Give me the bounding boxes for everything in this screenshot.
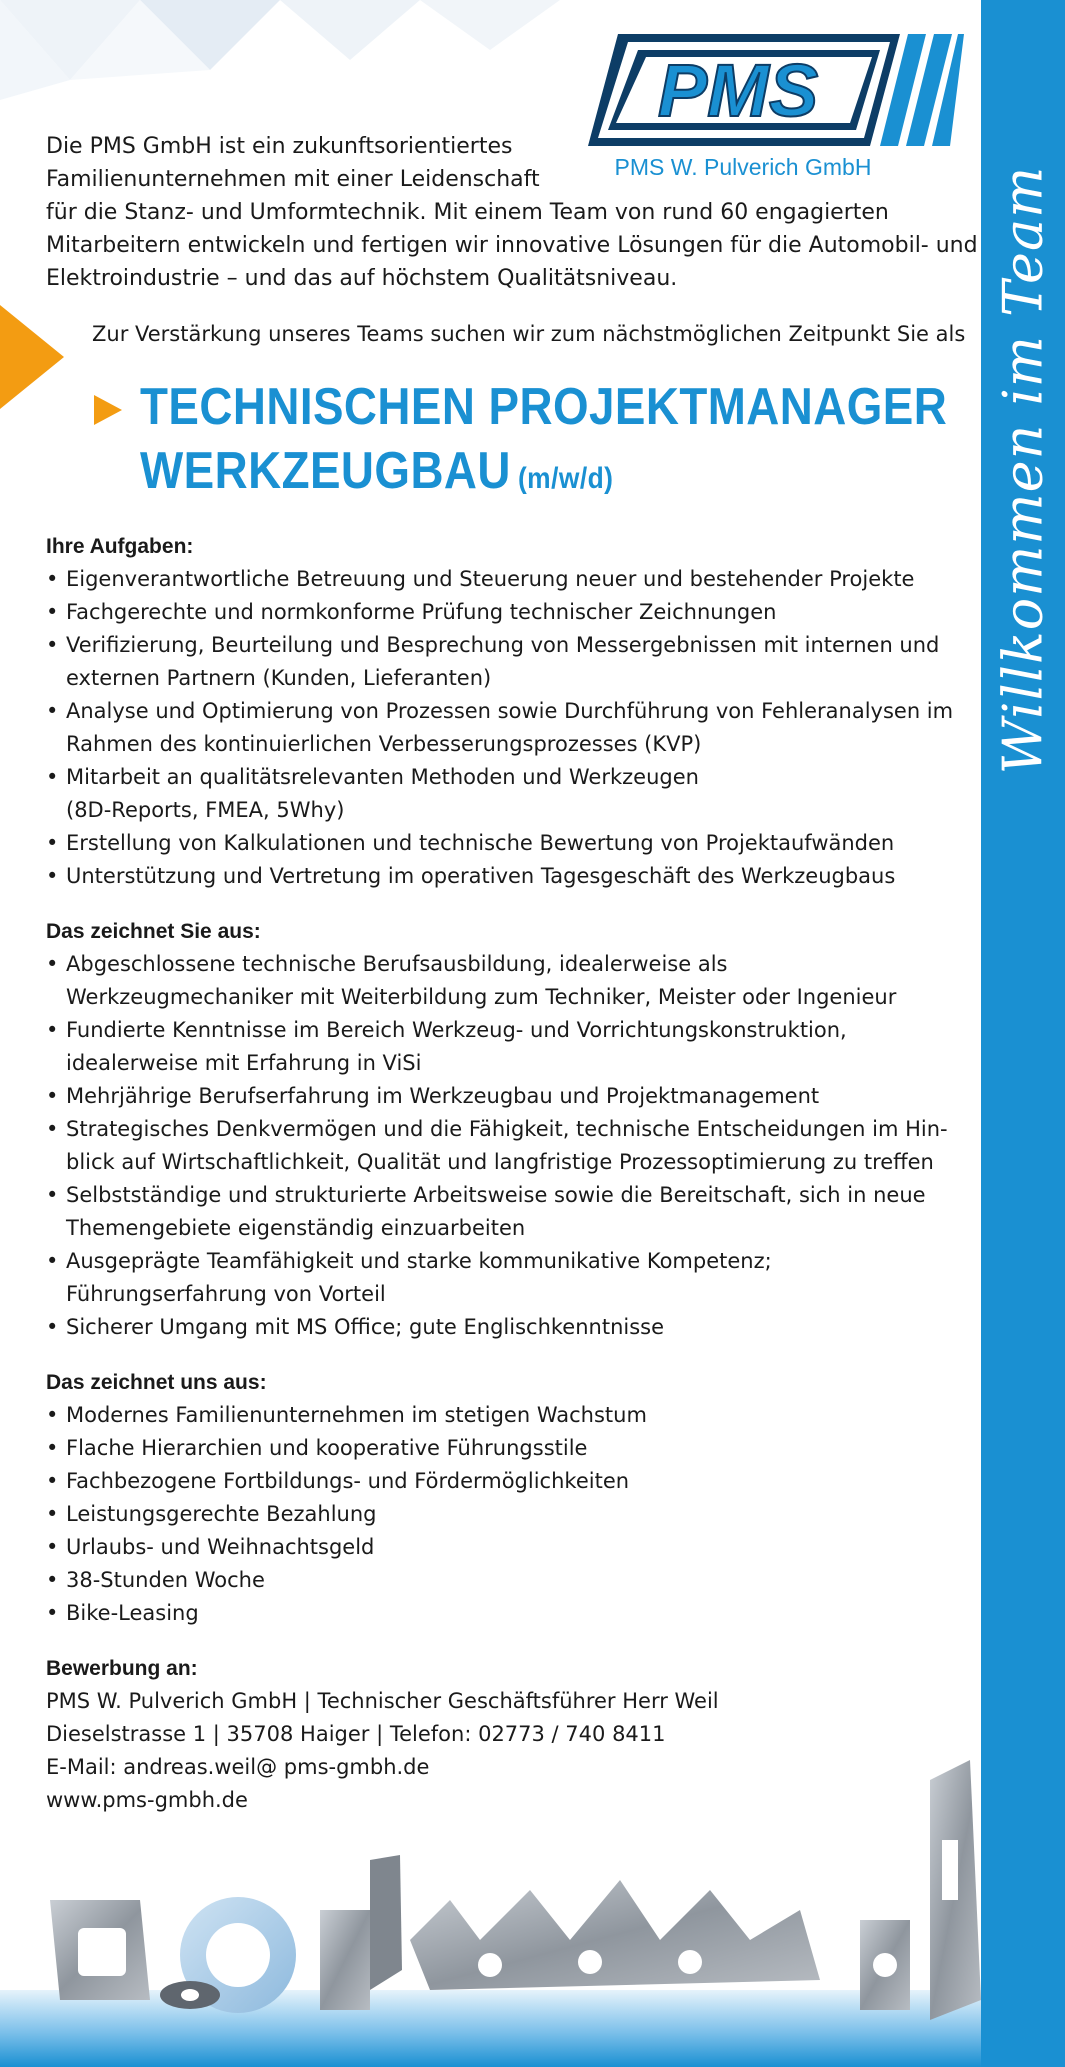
lead-text: Zur Verstärkung unseres Teams suchen wir zum nächstmöglichen Zeitpunkt Sie als (92, 322, 966, 346)
intro-line: Familienunternehmen mit einer Leidenschaft (46, 167, 540, 192)
list-item: • Sicherer Umgang mit MS Office; gute Englischkenntnisse (46, 1311, 966, 1344)
job-title (140, 375, 947, 511)
job-title-line2: WERKZEUGBAU (140, 442, 511, 500)
list-item: • Modernes Familienunternehmen im stetigen Wachstum (46, 1399, 966, 1432)
contact-email[interactable]: E-Mail: andreas.weil@ pms-gmbh.de (46, 1755, 430, 1779)
list-item: • Ausgeprägte Teamfähigkeit und starke kommunikative Kompetenz; Führungserfahrung von Vorteil (46, 1245, 966, 1311)
job-details (46, 530, 966, 1817)
contact-address: Dieselstrasse 1 | 35708 Haiger | Telefon: 02773 / 740 8411 (46, 1722, 666, 1746)
list-item: • 38-Stunden Woche (46, 1564, 966, 1597)
profile-list (46, 948, 966, 1344)
list-item: • Unterstützung und Vertretung im operativen Tagesgeschäft des Werkzeugbaus (46, 860, 966, 893)
list-item: • Mehrjährige Berufserfahrung im Werkzeugbau und Projektmanagement (46, 1080, 966, 1113)
list-item: • Strategisches Denkvermögen und die Fähigkeit, technische Entscheidungen im Hin- blick auf Wirtschaftlichkeit, Qualität und langfristige Prozessoptimierung zu treffen (46, 1113, 966, 1179)
decorative-triangles (0, 0, 560, 110)
list-item: • Selbstständige und strukturierte Arbeitsweise sowie die Bereitschaft, sich in neue Themengebiete eigenständig einzuarbeiten (46, 1179, 966, 1245)
list-item: • Urlaubs- und Weihnachtsgeld (46, 1531, 966, 1564)
list-item: • Eigenverantwortliche Betreuung und Steuerung neuer und bestehender Projekte (46, 563, 966, 596)
logo-company-name: PMS W. Pulverich GmbH (614, 154, 872, 180)
list-item: • Fachgerechte und normkonforme Prüfung technischer Zeichnungen (46, 596, 966, 629)
contact-website[interactable]: www.pms-gmbh.de (46, 1788, 248, 1812)
offer-heading: Das zeichnet uns aus: (46, 1371, 267, 1394)
intro-line: Die PMS GmbH ist ein zukunftsorientiertes (46, 134, 513, 159)
list-item: • Analyse und Optimierung von Prozessen sowie Durchführung von Fehleranalysen im Rahmen des kontinuierlichen Verbesserungsprozesses (KVP) (46, 695, 966, 761)
list-item: • Verifizierung, Beurteilung und Besprechung von Messergebnissen mit internen und externen Partnern (Kunden, Lieferanten) (46, 629, 966, 695)
list-item: • Mitarbeit an qualitätsrelevanten Methoden und Werkzeugen (8D-Reports, FMEA, 5Why) (46, 761, 966, 827)
profile-heading: Das zeichnet Sie aus: (46, 920, 261, 943)
orange-arrow-icon (0, 305, 64, 409)
list-item: • Leistungsgerechte Bezahlung (46, 1498, 966, 1531)
tasks-list (46, 563, 966, 893)
list-item: • Erstellung von Kalkulationen und technische Bewertung von Projektaufwänden (46, 827, 966, 860)
intro-line: Elektroindustrie – und das auf höchstem Qualitätsniveau. (46, 266, 678, 291)
job-title-line1: TECHNISCHEN PROJEKTMANAGER (140, 378, 948, 436)
list-item: • Bike-Leasing (46, 1597, 966, 1630)
intro-line: Mitarbeitern entwickeln und fertigen wir innovative Lösungen für die Automobil- und (46, 233, 978, 258)
application-heading: Bewerbung an: (46, 1657, 198, 1680)
intro-line: für die Stanz- und Umformtechnik. Mit einem Team von rund 60 engagierten (46, 200, 889, 225)
sidebar-banner (981, 0, 1065, 2067)
list-item: • Flache Hierarchien und kooperative Führungsstile (46, 1432, 966, 1465)
list-item: • Fundierte Kenntnisse im Bereich Werkzeug- und Vorrichtungskonstruktion, idealerweise mit Erfahrung in ViSi (46, 1014, 966, 1080)
offer-list (46, 1399, 966, 1630)
title-arrow-icon (94, 395, 122, 425)
tasks-heading: Ihre Aufgaben: (46, 535, 194, 558)
stamped-parts-illustration (30, 1740, 981, 2030)
contact-company: PMS W. Pulverich GmbH | Technischer Geschäftsführer Herr Weil (46, 1689, 719, 1713)
intro-paragraph (46, 130, 978, 295)
svg-text:PMS: PMS (657, 49, 819, 132)
list-item: • Abgeschlossene technische Berufsausbildung, idealerweise als Werkzeugmechaniker mit Weiterbildung zum Techniker, Meister oder Ingenieur (46, 948, 966, 1014)
job-title-gender: (m/w/d) (517, 462, 614, 495)
list-item: • Fachbezogene Fortbildungs- und Fördermöglichkeiten (46, 1465, 966, 1498)
sidebar-slogan: Willkommen im Team (991, 165, 1055, 775)
